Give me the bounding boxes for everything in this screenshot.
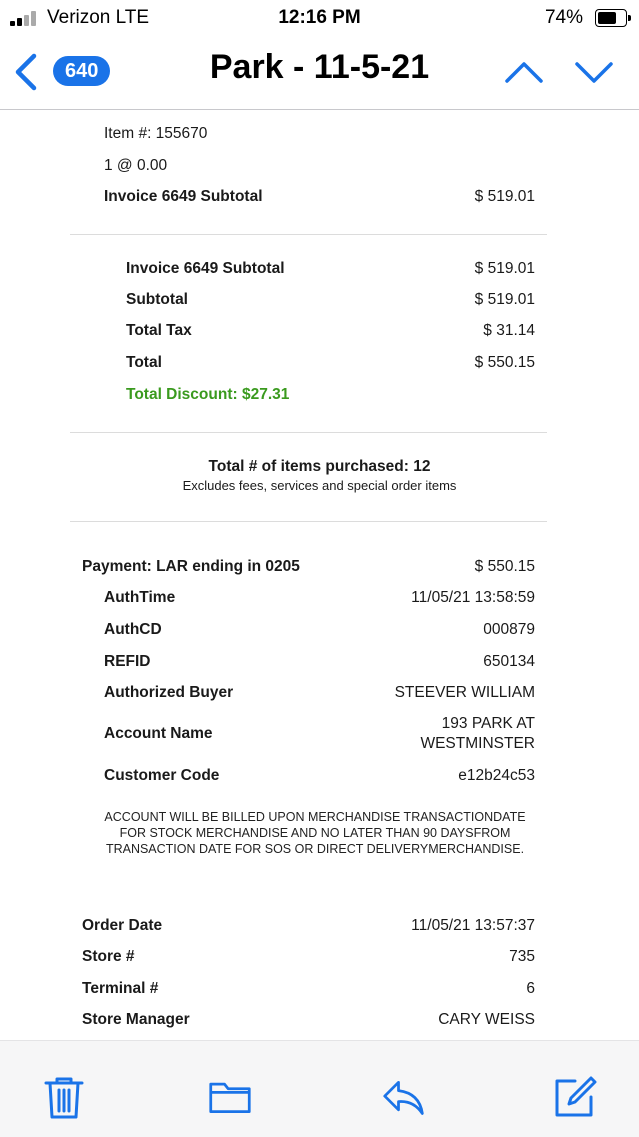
invoice-subtotal-value: $ 519.01 <box>474 188 535 205</box>
customer-code-value: e12b24c53 <box>458 767 535 784</box>
auth-time-value: 11/05/21 13:58:59 <box>411 589 535 606</box>
store-manager-label: Store Manager <box>82 1011 190 1028</box>
authorized-buyer-value: STEEVER WILLIAM <box>394 684 535 701</box>
totals-invoice-subtotal-label: Invoice 6649 Subtotal <box>126 260 285 277</box>
navigation-bar <box>0 36 639 110</box>
status-bar <box>0 0 639 36</box>
order-date-value: 11/05/21 13:57:37 <box>411 917 535 934</box>
terminal-number-value: 6 <box>526 980 535 997</box>
divider <box>70 234 547 235</box>
billing-notice-line1: ACCOUNT WILL BE BILLED UPON MERCHANDISE TRANSACTIONDATE <box>104 810 526 824</box>
authorized-buyer-label: Authorized Buyer <box>104 684 234 701</box>
billing-notice-line2: FOR STOCK MERCHANDISE AND NO LATER THAN 90 DAYSFROM <box>119 826 511 840</box>
subtotal-label: Subtotal <box>126 291 188 308</box>
reply-icon[interactable] <box>382 1075 426 1119</box>
subtotal-value: $ 519.01 <box>474 291 535 308</box>
items-purchased-note: Excludes fees, services and special order items <box>182 478 457 493</box>
items-purchased-count: Total # of items purchased: 12 <box>208 458 431 475</box>
billing-notice-line3: TRANSACTION DATE FOR SOS OR DIRECT DELIVERYMERCHANDISE. <box>105 842 525 856</box>
refid-value: 650134 <box>483 653 535 670</box>
carrier-label: Verizon LTE <box>47 7 150 28</box>
folder-icon[interactable] <box>208 1075 252 1119</box>
trash-icon[interactable] <box>42 1075 86 1119</box>
divider <box>70 432 547 433</box>
store-number-label: Store # <box>82 948 135 965</box>
store-number-value: 735 <box>509 948 535 965</box>
next-message-chevron-down-icon[interactable] <box>574 54 614 90</box>
message-count-badge[interactable]: 640 <box>53 56 110 86</box>
compose-icon[interactable] <box>553 1075 597 1119</box>
account-name-value-line1: 193 PARK AT <box>441 715 535 732</box>
total-label: Total <box>126 354 162 371</box>
terminal-number-label: Terminal # <box>82 980 159 997</box>
payment-value: $ 550.15 <box>474 558 535 575</box>
total-discount: Total Discount: $27.31 <box>126 386 290 403</box>
total-tax-value: $ 31.14 <box>483 322 535 339</box>
receipt-body <box>0 110 639 1040</box>
total-value: $ 550.15 <box>474 354 535 371</box>
page-title: Park - 11-5-21 <box>209 48 430 86</box>
item-quantity: 1 @ 0.00 <box>104 157 168 174</box>
previous-message-chevron-up-icon[interactable] <box>504 54 544 90</box>
order-date-label: Order Date <box>82 917 163 934</box>
total-tax-label: Total Tax <box>126 322 192 339</box>
totals-invoice-subtotal-value: $ 519.01 <box>474 260 535 277</box>
bottom-toolbar <box>0 1040 639 1137</box>
auth-cd-label: AuthCD <box>104 621 162 638</box>
account-name-value-line2: WESTMINSTER <box>420 735 535 752</box>
item-number: Item #: 155670 <box>104 125 208 142</box>
auth-time-label: AuthTime <box>104 589 176 606</box>
refid-label: REFID <box>104 653 151 670</box>
clock: 12:16 PM <box>278 7 361 28</box>
battery-percentage: 74% <box>544 7 583 28</box>
invoice-subtotal-label: Invoice 6649 Subtotal <box>104 188 263 205</box>
store-manager-value: CARY WEISS <box>438 1011 535 1028</box>
divider <box>70 521 547 522</box>
account-name-label: Account Name <box>104 725 213 742</box>
customer-code-label: Customer Code <box>104 767 220 784</box>
payment-label: Payment: LAR ending in 0205 <box>82 558 300 575</box>
auth-cd-value: 000879 <box>483 621 535 638</box>
battery-icon <box>595 9 627 27</box>
